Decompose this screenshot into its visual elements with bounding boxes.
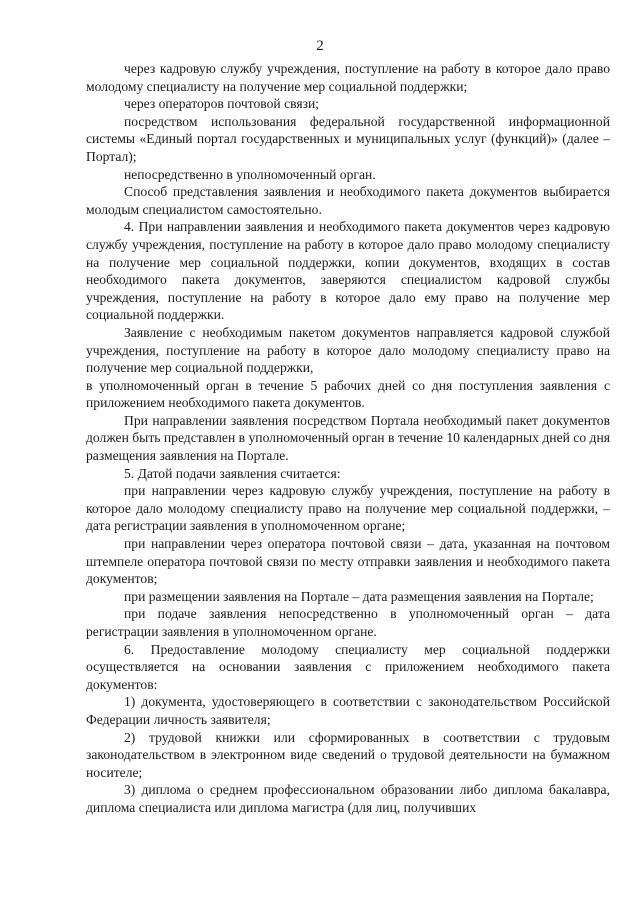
paragraph: посредством использования федеральной государственной информационной системы «Единый портал государственных и муниципальных услуг (функций)» (далее – Портал); bbox=[86, 113, 610, 164]
paragraph: 3) диплома о среднем профессиональном образовании либо диплома бакалавра, диплома специалиста или диплома магистра (для лиц, получивших bbox=[86, 782, 610, 815]
paragraph: через операторов почтовой связи; bbox=[124, 96, 320, 112]
paragraph: 4. При направлении заявления и необходимого пакета документов через кадровую службу учреждения, поступление на работу в которое дало право молодому специалисту на получение мер социальной поддержки, копии документов, входящих в состав необходимого пакета документов, заверяются специалистом кадровой службы учреждения, поступление на работу в которое дало ему право на получение мер социальной поддержки. bbox=[86, 219, 610, 323]
paragraph: Способ представления заявления и необходимого пакета документов выбирается молодым специалистом самостоятельно. bbox=[86, 184, 610, 217]
page-number: 2 bbox=[316, 38, 324, 54]
paragraph: 2) трудовой книжки или сформированных в соответствии с трудовым законодательством в электронном виде сведений о трудовой деятельности на бумажном носителе; bbox=[86, 729, 610, 780]
paragraph: через кадровую службу учреждения, поступление на работу в которое дало право молодому специалисту на получение мер социальной поддержки; bbox=[86, 61, 610, 94]
paragraph: 6. Предоставление молодому специалисту мер социальной поддержки осуществляется на основании заявления с приложением необходимого пакета документов: bbox=[86, 641, 610, 692]
paragraph: при размещении заявления на Портале – дата размещения заявления на Портале; bbox=[124, 588, 594, 604]
paragraph: Заявление с необходимым пакетом документов направляется кадровой службой учреждения, поступление на работу в которое дало молодому специалисту право на получение мер социальной поддержки, bbox=[86, 324, 610, 376]
document-body bbox=[86, 60, 610, 817]
paragraph: непосредственно в уполномоченный орган. bbox=[124, 166, 376, 182]
paragraph: при подаче заявления непосредственно в уполномоченный орган – дата регистрации заявления в уполномоченном органе. bbox=[86, 606, 610, 639]
paragraph: при направлении через кадровую службу учреждения, поступление на работу в которое дало молодому специалисту право на получение мер социальной поддержки, – дата регистрации заявления в уполномоченном органе; bbox=[86, 483, 610, 534]
paragraph: в уполномоченный орган в течение 5 рабочих дней со дня поступления заявления с приложением необходимого пакета документов. bbox=[86, 377, 610, 411]
paragraph: 5. Датой подачи заявления считается: bbox=[124, 465, 341, 481]
paragraph: 1) документа, удостоверяющего в соответствии с законодательством Российской Федерации личность заявителя; bbox=[86, 694, 610, 727]
paragraph: При направлении заявления посредством Портала необходимый пакет документов должен быть представлен в уполномоченный орган в течение 10 календарных дней со дня размещения заявления на Портале. bbox=[86, 412, 610, 464]
paragraph: при направлении через оператора почтовой связи – дата, указанная на почтовом штемпеле оператора почтовой связи по месту отправки заявления и необходимого пакета документов; bbox=[86, 536, 610, 587]
